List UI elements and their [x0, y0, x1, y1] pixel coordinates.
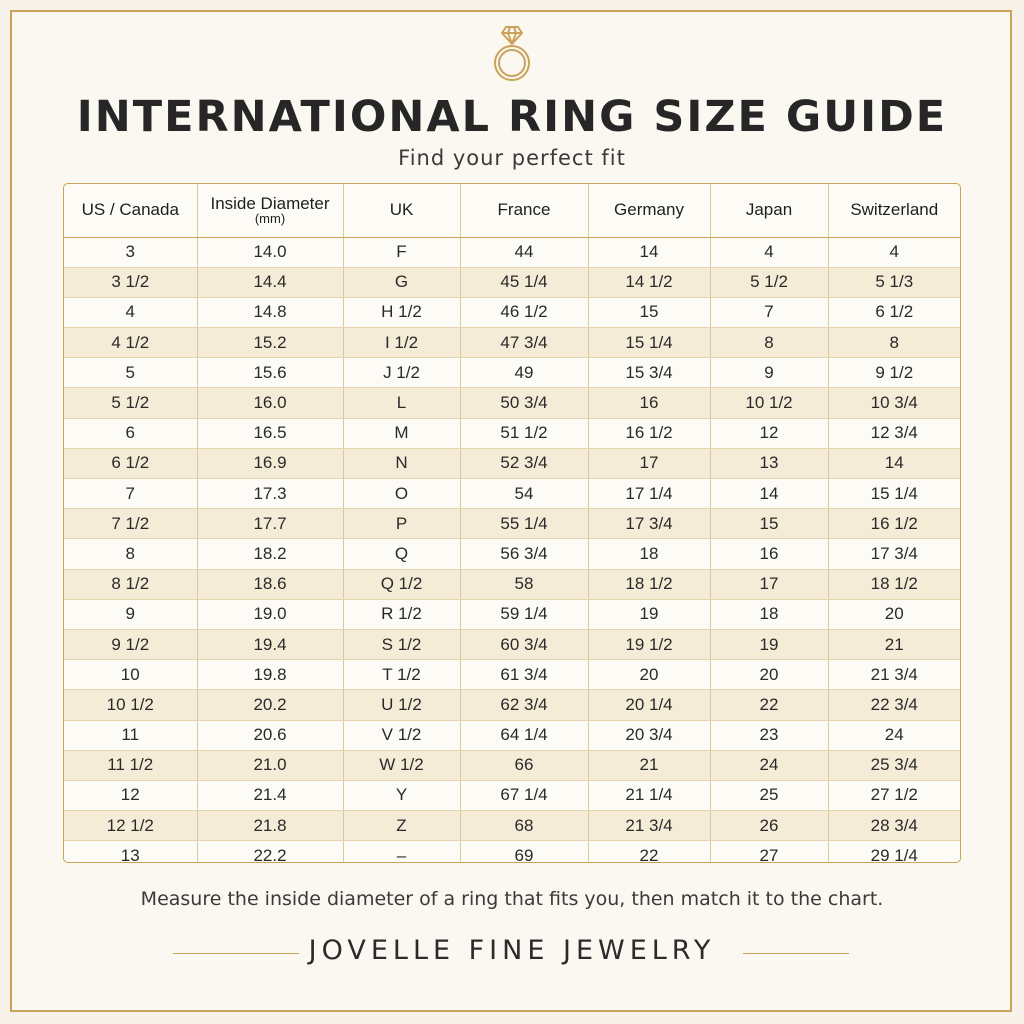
table-cell: 27 [710, 841, 828, 863]
table-cell: 18 1/2 [588, 569, 710, 599]
table-cell: 20 1/4 [588, 690, 710, 720]
table-cell: 47 3/4 [460, 328, 588, 358]
table-cell: N [343, 448, 460, 478]
table-cell: 19 [710, 629, 828, 659]
table-cell: 58 [460, 569, 588, 599]
table-cell: 21 [828, 629, 960, 659]
table-cell: 14 1/2 [588, 267, 710, 297]
table-cell: Q [343, 539, 460, 569]
table-cell: 4 [828, 237, 960, 267]
table-cell: 26 [710, 811, 828, 841]
table-cell: 12 [710, 418, 828, 448]
table-row [64, 569, 960, 599]
table-row [64, 237, 960, 267]
table-cell: 16 [710, 539, 828, 569]
table-row [64, 418, 960, 448]
table-cell: 8 1/2 [64, 569, 197, 599]
table-cell: 5 1/2 [710, 267, 828, 297]
table-cell: 13 [64, 841, 197, 863]
table-cell: 19 [588, 599, 710, 629]
table-row [64, 690, 960, 720]
table-cell: 64 1/4 [460, 720, 588, 750]
table-cell: 14 [710, 479, 828, 509]
column-header [64, 184, 197, 237]
table-row [64, 509, 960, 539]
table-cell: 22 3/4 [828, 690, 960, 720]
table-cell: 60 3/4 [460, 629, 588, 659]
column-header-label: US / Canada [81, 200, 179, 220]
table-cell: 10 1/2 [64, 690, 197, 720]
table-row [64, 841, 960, 863]
table-cell: 62 3/4 [460, 690, 588, 720]
table-cell: 9 [710, 358, 828, 388]
column-header [197, 184, 343, 237]
table-cell: 8 [64, 539, 197, 569]
table-row [64, 448, 960, 478]
table-cell: V 1/2 [343, 720, 460, 750]
table-row [64, 720, 960, 750]
table-cell: 17 3/4 [828, 539, 960, 569]
table-cell: 22.2 [197, 841, 343, 863]
column-header-label: Switzerland [850, 200, 939, 220]
table-cell: 69 [460, 841, 588, 863]
table-cell: 6 1/2 [64, 448, 197, 478]
table-cell: 4 [64, 297, 197, 327]
table-cell: 21 [588, 750, 710, 780]
column-header [460, 184, 588, 237]
table-cell: 6 [64, 418, 197, 448]
table-cell: 22 [710, 690, 828, 720]
table-cell: 20 [710, 660, 828, 690]
table-cell: 44 [460, 237, 588, 267]
table-cell: 8 [828, 328, 960, 358]
table-cell: 4 1/2 [64, 328, 197, 358]
table-cell: 45 1/4 [460, 267, 588, 297]
table-cell: 17 [710, 569, 828, 599]
table-cell: I 1/2 [343, 328, 460, 358]
table-cell: P [343, 509, 460, 539]
column-header [828, 184, 960, 237]
table-cell: 18 [710, 599, 828, 629]
table-cell: 49 [460, 358, 588, 388]
table-cell: 68 [460, 811, 588, 841]
table-cell: 56 3/4 [460, 539, 588, 569]
table-row [64, 358, 960, 388]
table-cell: M [343, 418, 460, 448]
table-cell: Q 1/2 [343, 569, 460, 599]
column-header-label: UK [389, 200, 414, 220]
table-body [64, 237, 960, 863]
column-header [343, 184, 460, 237]
table-header [64, 184, 960, 237]
table-row [64, 780, 960, 810]
table-cell: 5 [64, 358, 197, 388]
table-cell: 13 [710, 448, 828, 478]
table-row [64, 479, 960, 509]
table-cell: 7 [710, 297, 828, 327]
table-cell: 19 1/2 [588, 629, 710, 659]
table-cell: 23 [710, 720, 828, 750]
table-cell: 14 [828, 448, 960, 478]
table-cell: 66 [460, 750, 588, 780]
table-cell: 9 [64, 599, 197, 629]
table-cell: L [343, 388, 460, 418]
table-cell: 50 3/4 [460, 388, 588, 418]
table-cell: 15 [710, 509, 828, 539]
table-cell: 28 3/4 [828, 811, 960, 841]
column-header-label: Germany [614, 200, 684, 220]
table-cell: 6 1/2 [828, 297, 960, 327]
table-cell: S 1/2 [343, 629, 460, 659]
table-cell: 17 1/4 [588, 479, 710, 509]
table-cell: 16.5 [197, 418, 343, 448]
table-cell: 16.0 [197, 388, 343, 418]
table-cell: 55 1/4 [460, 509, 588, 539]
table-row [64, 599, 960, 629]
table-cell: 14.4 [197, 267, 343, 297]
table-row [64, 328, 960, 358]
table-cell: 19.0 [197, 599, 343, 629]
table-row [64, 388, 960, 418]
table-cell: 3 [64, 237, 197, 267]
table-cell: 16 1/2 [588, 418, 710, 448]
table-cell: 24 [710, 750, 828, 780]
table-cell: 19.4 [197, 629, 343, 659]
table-cell: 7 1/2 [64, 509, 197, 539]
table-cell: 11 1/2 [64, 750, 197, 780]
table-cell: 25 [710, 780, 828, 810]
table-cell: 54 [460, 479, 588, 509]
column-header-label: Japan [745, 200, 793, 220]
table-cell: 12 1/2 [64, 811, 197, 841]
table-cell: F [343, 237, 460, 267]
table-cell: 18.6 [197, 569, 343, 599]
page-title: INTERNATIONAL RING SIZE GUIDE [76, 92, 948, 142]
table-cell: 15 1/4 [588, 328, 710, 358]
table-cell: 15 3/4 [588, 358, 710, 388]
table-cell: H 1/2 [343, 297, 460, 327]
table-cell: 11 [64, 720, 197, 750]
table-cell: O [343, 479, 460, 509]
measure-instructions: Measure the inside diameter of a ring that fits you, then match it to the chart. [140, 888, 884, 910]
table-cell: Y [343, 780, 460, 810]
table-cell: 16 [588, 388, 710, 418]
table-cell: 7 [64, 479, 197, 509]
table-cell: 16 1/2 [828, 509, 960, 539]
table-cell: 29 1/4 [870, 846, 918, 863]
table-cell: 20 3/4 [588, 720, 710, 750]
table-cell: 8 [710, 328, 828, 358]
table-cell: 18 1/2 [828, 569, 960, 599]
table-cell: 15 [588, 297, 710, 327]
table-cell: 17 [588, 448, 710, 478]
table-cell: 20 [588, 660, 710, 690]
table-cell: R 1/2 [343, 599, 460, 629]
table-cell: 10 [64, 660, 197, 690]
table-cell: 27 1/2 [828, 780, 960, 810]
page-subtitle: Find your perfect fit [398, 146, 626, 170]
table-cell: 10 1/2 [710, 388, 828, 418]
table-cell: 9 1/2 [64, 629, 197, 659]
table-cell: J 1/2 [343, 358, 460, 388]
table-row [64, 750, 960, 780]
table-cell: G [343, 267, 460, 297]
brand-name: JOVELLE FINE JEWELRY [308, 935, 716, 966]
table-cell: 67 1/4 [460, 780, 588, 810]
table-cell: – [343, 841, 460, 863]
table-cell: 18 [588, 539, 710, 569]
table-cell: 19.8 [197, 660, 343, 690]
table-cell: 52 3/4 [460, 448, 588, 478]
table-cell: 18.2 [197, 539, 343, 569]
column-header-unit: (mm) [254, 211, 286, 227]
table-cell: 14.8 [197, 297, 343, 327]
column-header [588, 184, 710, 237]
table-cell: W 1/2 [343, 750, 460, 780]
table-cell: 12 [64, 780, 197, 810]
table-cell: 9 1/2 [828, 358, 960, 388]
diamond-ring-icon [488, 25, 536, 83]
table-cell: 46 1/2 [460, 297, 588, 327]
table-row [64, 267, 960, 297]
table-cell: 15 1/4 [828, 479, 960, 509]
table-cell: 10 3/4 [828, 388, 960, 418]
table-cell: 15.2 [197, 328, 343, 358]
table-row [64, 660, 960, 690]
table-row [64, 539, 960, 569]
table-cell: 17.3 [197, 479, 343, 509]
table-cell: Z [343, 811, 460, 841]
table-cell: 5 1/3 [828, 267, 960, 297]
table-cell: 21.0 [197, 750, 343, 780]
table-cell: 17 3/4 [588, 509, 710, 539]
table-cell: T 1/2 [343, 660, 460, 690]
table-cell: 20.2 [197, 690, 343, 720]
column-header-label: Inside Diameter [210, 193, 330, 213]
table-cell: 22 [588, 841, 710, 863]
table-cell: 12 3/4 [828, 418, 960, 448]
table-cell: 3 1/2 [64, 267, 197, 297]
column-header-label: France [497, 200, 551, 220]
ring-size-table [63, 183, 961, 863]
table-cell: 21 3/4 [588, 811, 710, 841]
table-cell: 59 1/4 [460, 599, 588, 629]
table-cell: 20 [828, 599, 960, 629]
table-cell: 25 3/4 [828, 750, 960, 780]
table-cell: 16.9 [197, 448, 343, 478]
table-cell: 20.6 [197, 720, 343, 750]
table-cell: 61 3/4 [460, 660, 588, 690]
table-cell: 51 1/2 [460, 418, 588, 448]
table-cell: 21 1/4 [588, 780, 710, 810]
table-cell: U 1/2 [343, 690, 460, 720]
table-cell: 24 [828, 720, 960, 750]
table-row [64, 629, 960, 659]
table-cell: 21.4 [197, 780, 343, 810]
table-row [64, 297, 960, 327]
table-row [64, 811, 960, 841]
table-cell: 5 1/2 [64, 388, 197, 418]
table-cell: 17.7 [197, 509, 343, 539]
column-header [710, 184, 828, 237]
table-cell: 14 [588, 237, 710, 267]
table-cell: 4 [710, 237, 828, 267]
table-cell: 21 3/4 [828, 660, 960, 690]
table-cell: 14.0 [197, 237, 343, 267]
table-cell: 15.6 [197, 358, 343, 388]
table-cell: 21.8 [197, 811, 343, 841]
